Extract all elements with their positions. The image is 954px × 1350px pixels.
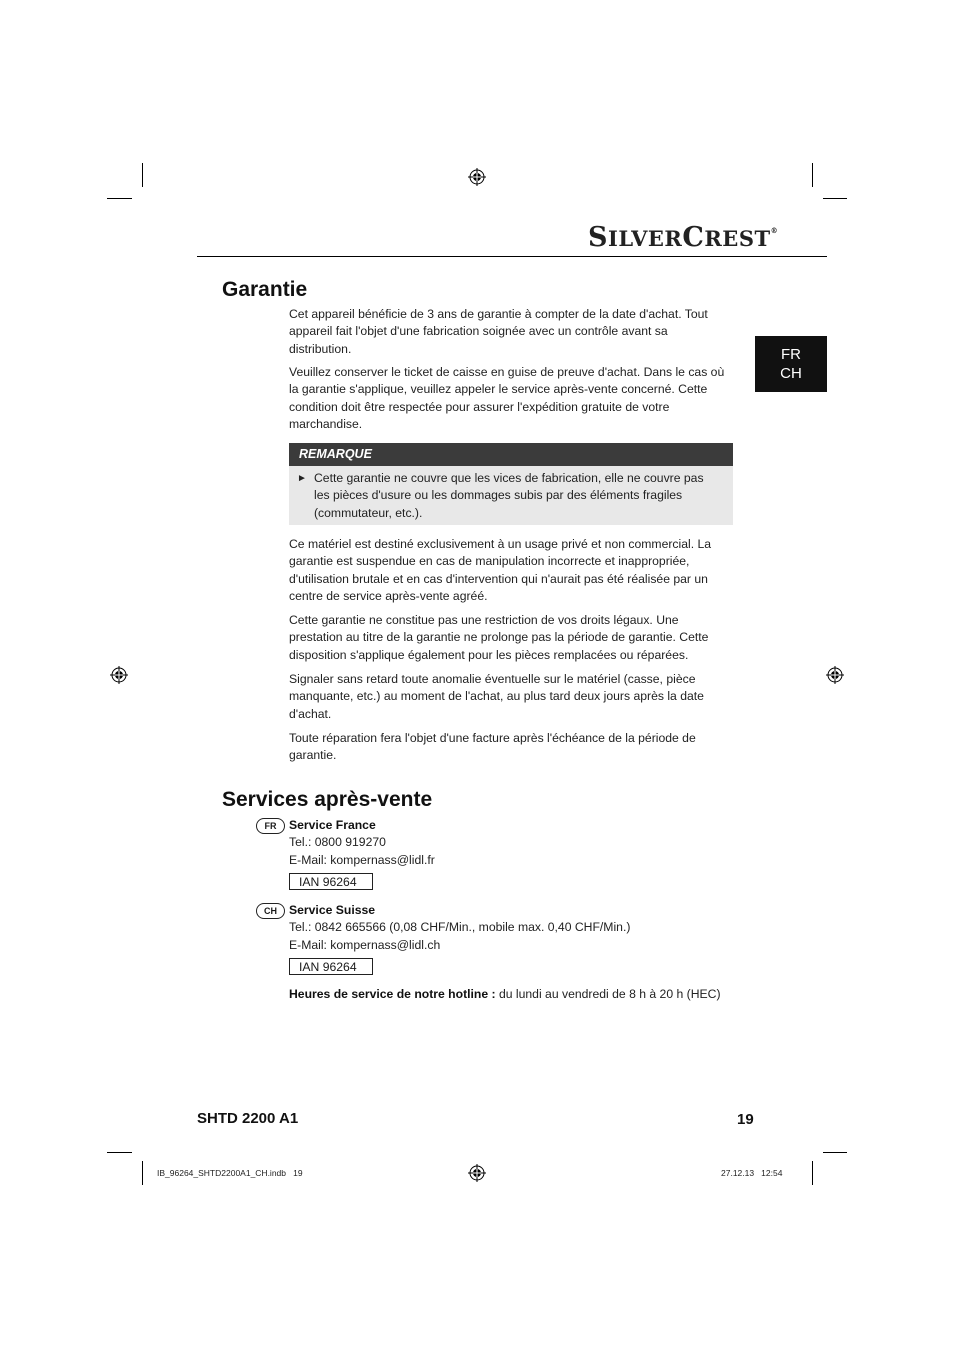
note-header: REMARQUE — [289, 443, 733, 466]
service-email: E-Mail: kompernass@lidl.ch — [289, 937, 441, 952]
flag-badge-fr: FR — [256, 818, 285, 834]
language-tab-fr: FR — [781, 346, 801, 363]
crop-mark — [823, 198, 847, 199]
crop-mark — [812, 1161, 813, 1185]
section-title-garantie: Garantie — [222, 278, 308, 301]
flag-badge-ch: CH — [256, 903, 285, 919]
service-phone: Tel.: 0800 919270 — [289, 835, 386, 850]
crop-mark — [812, 163, 813, 187]
ian-box: IAN 96264 — [289, 873, 373, 890]
crop-mark — [823, 1152, 847, 1153]
section-title-services: Services après-vente — [222, 788, 433, 811]
crop-mark — [107, 1152, 132, 1153]
registration-mark-icon — [468, 1164, 486, 1182]
crop-mark — [107, 198, 132, 199]
service-france — [289, 817, 435, 869]
paragraph: Cette garantie ne constitue pas une restriction de vos droits légaux. Une prestation au titre de la garantie ne prolonge pas la période de garantie. Cette disposition s'applique également pour les pièces remplacées ou réparées. — [289, 613, 709, 662]
registration-mark-icon — [110, 666, 128, 684]
footer-model: SHTD 2200 A1 — [197, 1110, 299, 1127]
slug-date: 27.12.13 12:54 — [721, 1168, 783, 1178]
hotline-label: Heures de service de notre hotline : — [289, 987, 496, 1001]
paragraph: Veuillez conserver le ticket de caisse en guise de preuve d'achat. Dans le cas où la garantie s'applique, veuillez appeler le service après-vente concerné. Cette condition doit être respectée pour assurer l'expédition gratuite de votre marchandise. — [289, 365, 725, 432]
slug-file: IB_96264_SHTD2200A1_CH.indb 19 — [157, 1168, 303, 1178]
service-suisse — [289, 902, 630, 954]
language-tab-ch: CH — [780, 365, 802, 382]
paragraph: Toute réparation fera l'objet d'une facture après l'échéance de la période de garantie. — [289, 731, 696, 763]
arrow-right-icon: ► — [297, 473, 307, 484]
service-phone: Tel.: 0842 665566 (0,08 CHF/Min., mobile max. 0,40 CHF/Min.) — [289, 920, 631, 935]
service-name: Service Suisse — [289, 903, 376, 917]
paragraph: Cet appareil bénéficie de 3 ans de garantie à compter de la date d'achat. Tout appareil fait l'objet d'une fabrication soignée avec un contrôle avant sa distribution. — [289, 307, 708, 356]
hotline-value: du lundi au vendredi de 8 h à 20 h (HEC) — [498, 987, 721, 1001]
hotline-hours — [289, 986, 721, 1003]
crop-mark — [142, 163, 143, 187]
service-email: E-Mail: kompernass@lidl.fr — [289, 852, 435, 867]
paragraph: Signaler sans retard toute anomalie éventuelle sur le matériel (casse, pièce manquante, etc.) au moment de l'achat, au plus tard deux jours après la date d'achat. — [289, 672, 704, 721]
header-rule — [197, 256, 827, 257]
language-tab — [755, 336, 827, 392]
registration-mark-icon — [468, 168, 486, 186]
registration-mark-icon — [826, 666, 844, 684]
service-name: Service France — [289, 818, 376, 832]
crop-mark — [142, 1161, 143, 1185]
note-text: Cette garantie ne couvre que les vices de fabrication, elle ne couvre pas les pièces d'usure ou les dommages subis par des éléments fragiles (commutateur, etc.). — [314, 471, 704, 520]
paragraph: Ce matériel est destiné exclusivement à un usage privé et non commercial. La garantie est suspendue en cas de manipulation incorrecte et inappropriée, d'utilisation brutale et en cas d'intervention qui n'aurait pas été réalisée par un centre de service après-vente agréé. — [289, 537, 712, 604]
brand-logo: SILVERCREST® — [588, 222, 779, 253]
ian-box: IAN 96264 — [289, 958, 373, 975]
page-number: 19 — [737, 1111, 754, 1128]
